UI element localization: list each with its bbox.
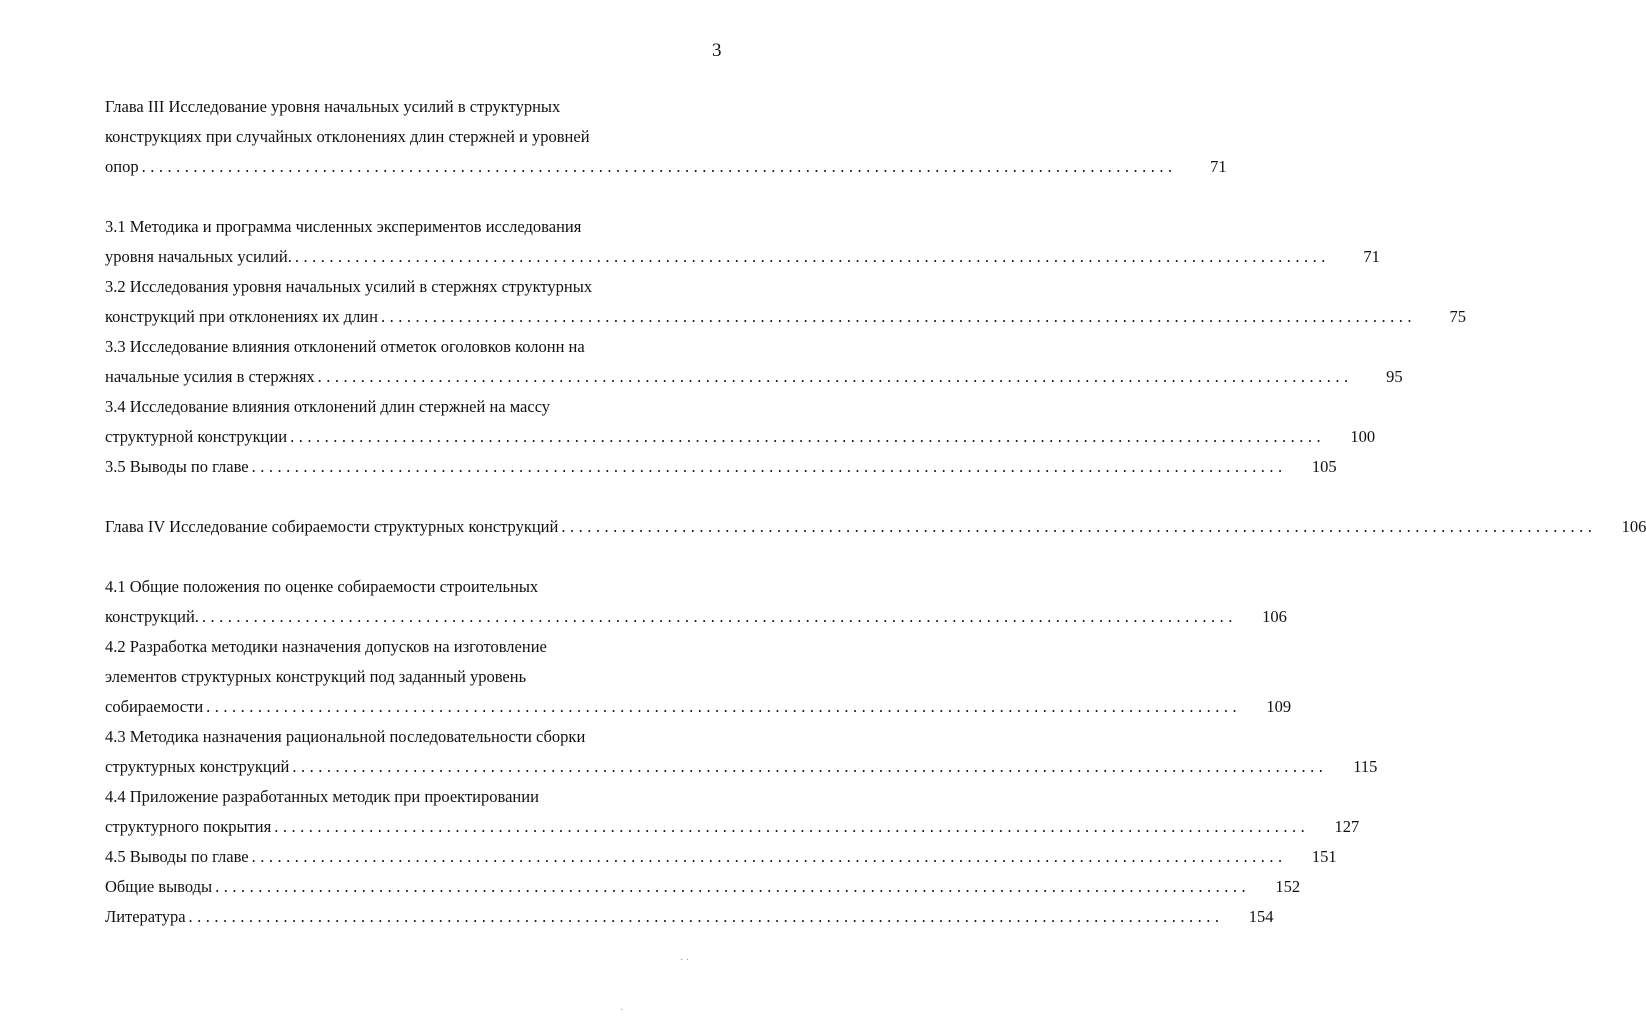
toc-entry-3-1 [105, 212, 1380, 272]
toc-page-ref: 106 [1262, 607, 1287, 626]
toc-line: 4.2 Разработка методики назначения допусков на изготовление [105, 637, 547, 656]
toc-page-ref: 152 [1275, 877, 1301, 896]
toc-entry-4-3 [105, 722, 1378, 782]
toc-line: 3.1 Методика и программа численных экспериментов исследования [105, 217, 582, 236]
toc-entry-title: 4.5 Выводы по главе [105, 847, 249, 866]
toc-entry-title: конструкций. [105, 607, 199, 626]
toc-line: 4.3 Методика назначения рациональной последовательности сборки [105, 727, 586, 746]
toc-entry-title: Глава IV Исследование собираемости структурных конструкций [105, 517, 559, 536]
toc-page-ref: 127 [1334, 817, 1360, 836]
toc-entry-4-1 [105, 572, 1287, 632]
scan-speck: · · [680, 955, 690, 966]
toc-entry-chapter-4 [105, 512, 1646, 542]
toc-page-ref: 71 [1210, 157, 1227, 176]
toc-entry-title: структурного покрытия [105, 817, 272, 836]
dot-leader: ........................................................................................................................ [188, 907, 1224, 926]
toc-entry-title: Литература [105, 907, 186, 926]
toc-entry-3-2 [105, 272, 1466, 332]
toc-page-ref: 71 [1363, 247, 1380, 266]
toc-entry-title: опор [105, 157, 139, 176]
toc-page-ref: 95 [1386, 367, 1403, 386]
toc-line: конструкциях при случайных отклонениях длин стержней и уровней [105, 127, 590, 146]
toc-entry-3-5 [105, 452, 1337, 482]
toc-entry-title: структурной конструкции [105, 427, 288, 446]
toc-line: 3.2 Исследования уровня начальных усилий в стержнях структурных [105, 277, 593, 296]
toc-entry-title: собираемости [105, 697, 204, 716]
toc-line: 4.1 Общие положения по оценке собираемости строительных [105, 577, 539, 596]
toc-page-ref: 154 [1248, 907, 1274, 926]
dot-leader: ........................................................................................................................ [201, 607, 1237, 626]
dot-leader: ........................................................................................................................ [380, 307, 1416, 326]
toc-line: 3.3 Исследование влияния отклонений отметок оголовков колонн на [105, 337, 585, 356]
toc-entry-title: начальные усилия в стержнях [105, 367, 315, 386]
toc-line: элементов структурных конструкций под заданный уровень [105, 667, 527, 686]
toc-entry-references [105, 902, 1274, 932]
toc-entry-3-4 [105, 392, 1376, 452]
toc-entry-4-5 [105, 842, 1337, 872]
dot-leader: ........................................................................................................................ [251, 847, 1287, 866]
toc-page-ref: 151 [1311, 847, 1337, 866]
dot-leader: ........................................................................................................................ [206, 697, 1242, 716]
dot-leader: ........................................................................................................................ [561, 517, 1597, 536]
dot-leader: ........................................................................................................................ [294, 247, 1330, 266]
toc-entry-conclusions [105, 872, 1301, 902]
table-of-contents [105, 92, 1646, 932]
scan-speck: · [620, 1005, 624, 1016]
toc-entry-4-4 [105, 782, 1360, 842]
dot-leader: ........................................................................................................................ [292, 757, 1328, 776]
toc-entry-title: уровня начальных усилий. [105, 247, 292, 266]
toc-entry-chapter-3 [105, 92, 1227, 182]
dot-leader: ........................................................................................................................ [251, 457, 1287, 476]
toc-page-ref: 105 [1311, 457, 1337, 476]
toc-entry-title: Общие выводы [105, 877, 213, 896]
dot-leader: ........................................................................................................................ [317, 367, 1353, 386]
toc-entry-3-3 [105, 332, 1403, 392]
toc-entry-title: конструкций при отклонениях их длин [105, 307, 378, 326]
toc-entry-title: 3.5 Выводы по главе [105, 457, 249, 476]
toc-line: 3.4 Исследование влияния отклонений длин стержней на массу [105, 397, 551, 416]
toc-entry-4-2 [105, 632, 1292, 722]
dot-leader: ........................................................................................................................ [215, 877, 1251, 896]
toc-page-ref: 106 [1621, 517, 1646, 536]
page-number: 3 [712, 40, 722, 61]
toc-page-ref: 75 [1449, 307, 1466, 326]
toc-page-ref: 115 [1353, 757, 1378, 776]
dot-leader: ........................................................................................................................ [274, 817, 1310, 836]
toc-page-ref: 100 [1350, 427, 1376, 446]
toc-entry-title: структурных конструкций [105, 757, 290, 776]
dot-leader: ........................................................................................................................ [141, 157, 1177, 176]
toc-line: 4.4 Приложение разработанных методик при проектировании [105, 787, 539, 806]
dot-leader: ........................................................................................................................ [290, 427, 1326, 446]
toc-page-ref: 109 [1266, 697, 1292, 716]
toc-line: Глава III Исследование уровня начальных усилий в структурных [105, 97, 561, 116]
